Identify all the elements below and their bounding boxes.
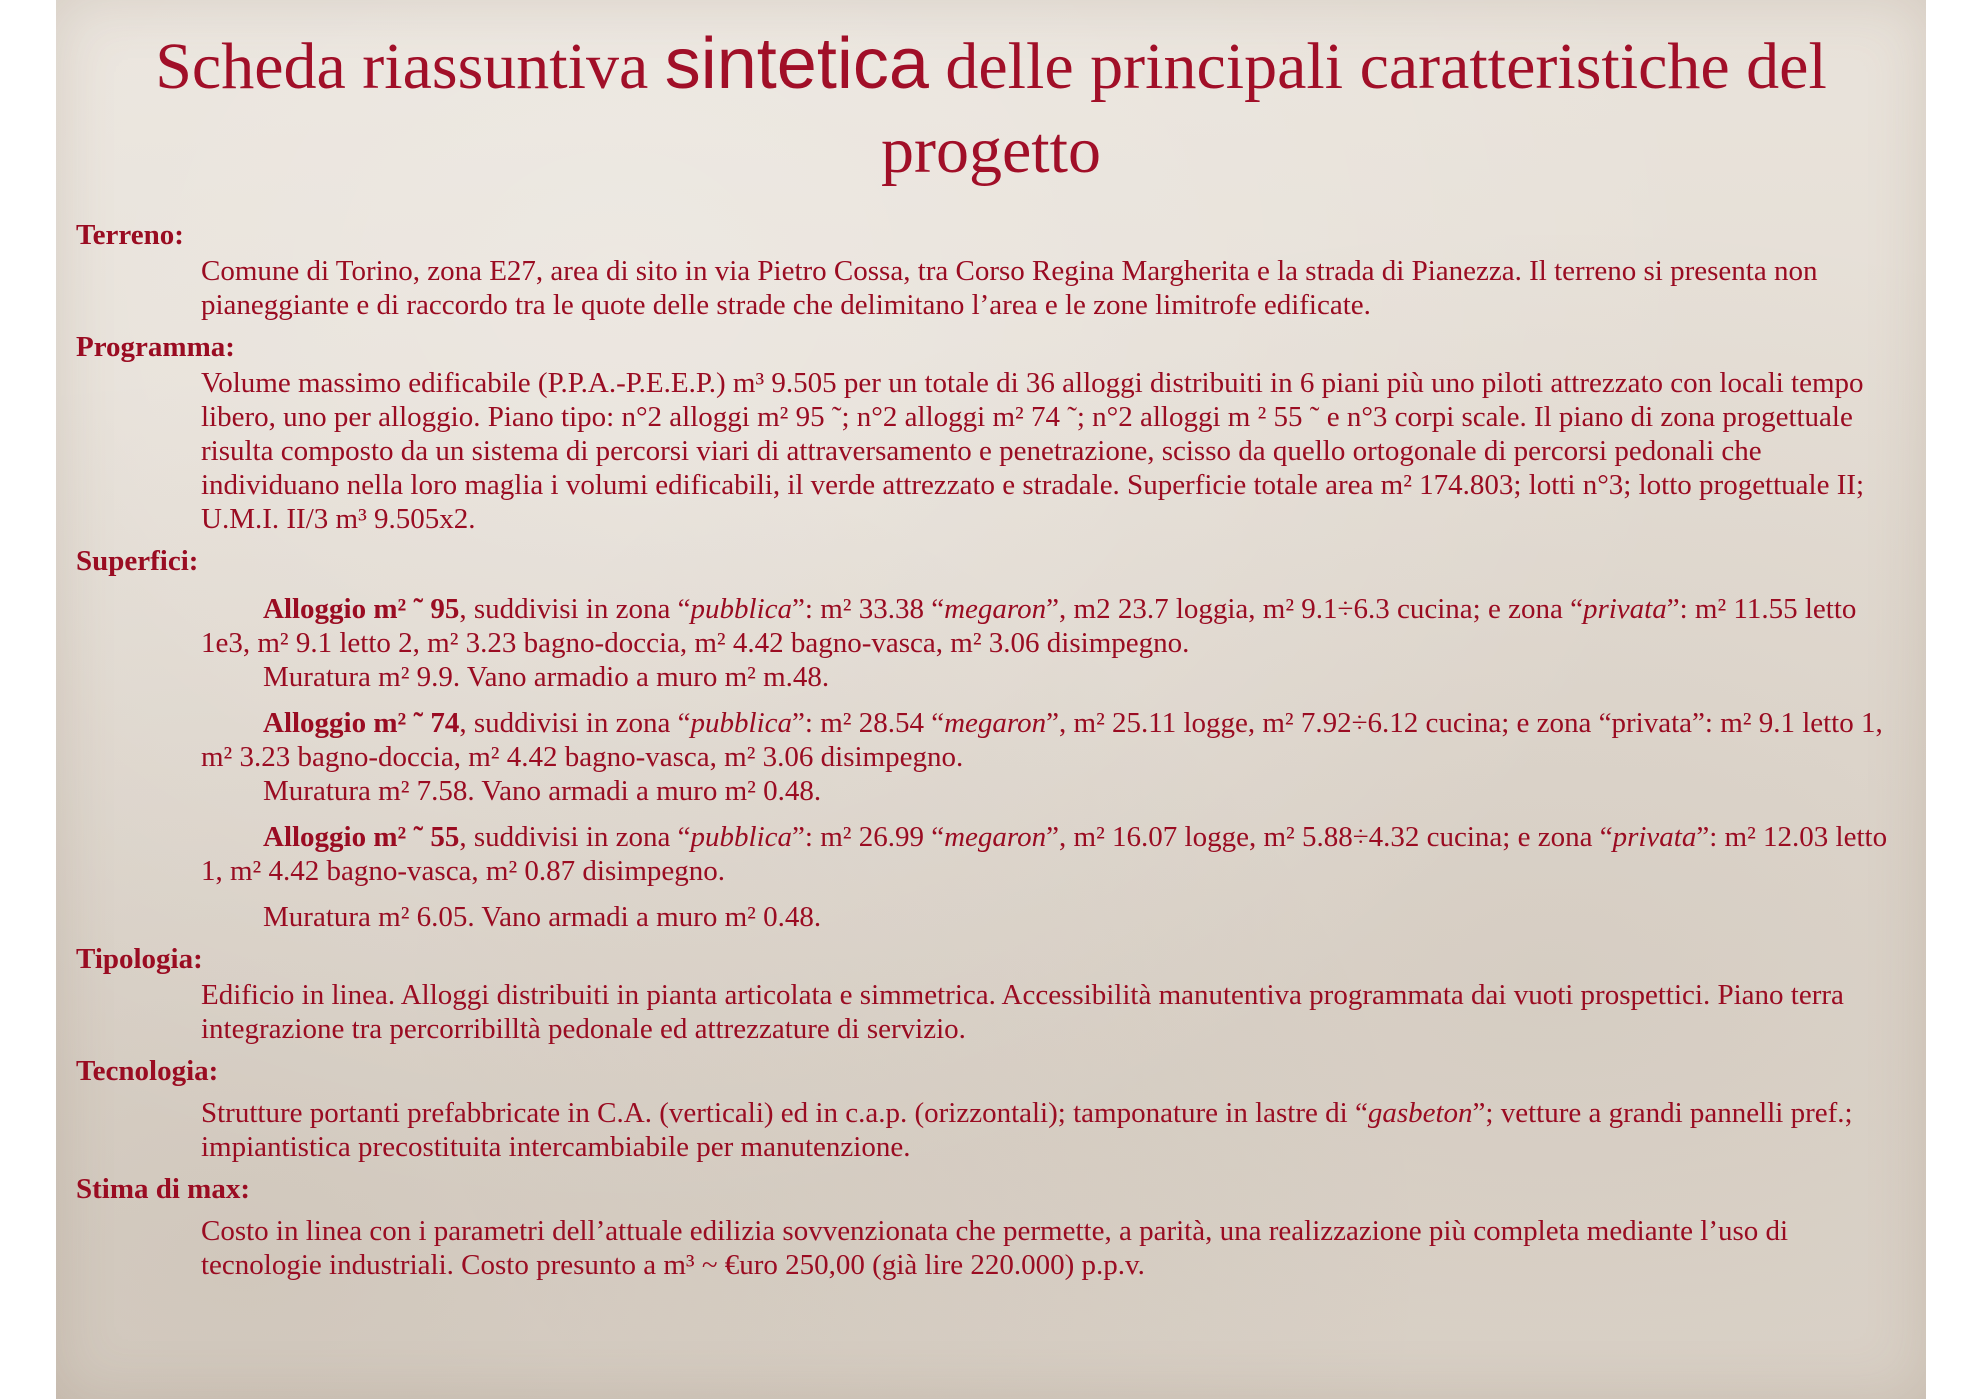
alloggio-55-paragraph [201, 820, 1901, 888]
text-run: ”: m² 26.99 “ [792, 821, 945, 853]
tecnologia-text [76, 1090, 1901, 1164]
text-run: ”, m² 25.11 logge, m² 7.92÷6.12 cucina; e zona “privata”: m² 9.1 letto 1, m² 3.23 bagno-doccia, m² 4.42 bagno-vasca, m² 3.06 disimpegno. [201, 707, 1883, 773]
alloggio-95-label: Alloggio m² ˜ 95 [263, 593, 460, 625]
text-run: , suddivisi in zona “ [459, 707, 691, 739]
stima-text [76, 1208, 1901, 1282]
text-run: ”, m2 23.7 loggia, m² 9.1÷6.3 cucina; e zona “ [1046, 593, 1583, 625]
text-run: ”: m² 11.55 letto 1e3, m² 9.1 letto 2, m² 3.23 bagno-doccia, m² 4.42 bagno-vasca, m² 3.06 disimpegno. [201, 593, 1857, 659]
title-line-2: progetto [881, 114, 1101, 187]
text-run: , suddivisi in zona “ [459, 593, 691, 625]
alloggio-95-muratura: Muratura m² 9.9. Vano armadio a muro m² m.48. [263, 661, 830, 693]
text-run: , suddivisi in zona “ [459, 821, 691, 853]
alloggio-95-paragraph [201, 592, 1901, 660]
document-page [56, 0, 1926, 1399]
italic-run: privata [1582, 593, 1667, 625]
tipologia-text [76, 978, 1901, 1046]
text-run: ”, m² 16.07 logge, m² 5.88÷4.32 cucina; e zona “ [1046, 821, 1613, 853]
text-run: Strutture portanti prefabbricate in C.A. (verticali) ed in c.a.p. (orizzontali); tamponature in lastre di “ [201, 1097, 1368, 1129]
alloggio-74-label: Alloggio m² ˜ 74 [263, 707, 460, 739]
text-run: ”: m² 12.03 letto 1, m² 4.42 bagno-vasca, m² 0.87 disimpegno. [201, 821, 1888, 887]
alloggio-74-paragraph [201, 706, 1901, 774]
italic-run: pubblica [690, 593, 793, 625]
tipologia-paragraph: Edificio in linea. Alloggi distribuiti in pianta articolata e simmetrica. Accessibilità manutentiva programmata dai vuoti prospettici. Piano terra integrazione tra percorribilltà pedonale ed attrezzature di servizio. [201, 979, 1844, 1045]
alloggio-55-muratura: Muratura m² 6.05. Vano armadi a muro m² 0.48. [263, 901, 822, 933]
superfici-text [76, 580, 1901, 934]
italic-run: megaron [944, 821, 1047, 853]
italic-run: megaron [944, 593, 1047, 625]
programma-heading: Programma: [76, 331, 235, 363]
title-line-1 [56, 22, 1926, 109]
alloggio-74-muratura: Muratura m² 7.58. Vano armadi a muro m² 0.48. [263, 775, 822, 807]
title-part-1: Scheda riassuntiva [155, 30, 665, 103]
superfici-heading: Superfici: [76, 545, 199, 577]
title-part-3: delle principali caratteristiche del [928, 30, 1827, 103]
programma-paragraph: Volume massimo edificabile (P.P.A.-P.E.E.P.) m³ 9.505 per un totale di 36 alloggi distribuiti in 6 piani più uno piloti attrezzato con locali tempo libero, uno per alloggio. Piano tipo: n°2 alloggi m² 95 ˜; n°2 alloggi m² 74 ˜; n°2 alloggi m ² 55 ˜ e n°3 corpi scale. Il piano di zona progettuale risulta composto da un sistema di percorsi viari di attraversamento e penetrazione, scisso da quello ortogonale di percorsi pedonali che individuano nella loro maglia i volumi edificabili, il verde attrezzato e stradale. Superficie totale area m² 174.803; lotti n°3; lotto progettuale II; U.M.I. II/3 m³ 9.505x2. [201, 367, 1865, 535]
content [76, 218, 1916, 1290]
tecnologia-heading: Tecnologia: [76, 1055, 219, 1087]
terreno-paragraph: Comune di Torino, zona E27, area di sito in via Pietro Cossa, tra Corso Regina Margherita e la strada di Pianezza. Il terreno si presenta non pianeggiante e di raccordo tra le quote delle strade che delimitano l’area e le zone limitrofe edificate. [201, 255, 1818, 321]
italic-run: pubblica [690, 821, 793, 853]
alloggio-55-label: Alloggio m² ˜ 55 [263, 821, 460, 853]
italic-run: megaron [944, 707, 1047, 739]
page-title [56, 22, 1926, 193]
terreno-text [76, 254, 1901, 322]
text-run: ”: m² 33.38 “ [792, 593, 945, 625]
stima-paragraph: Costo in linea con i parametri dell’attuale edilizia sovvenzionata che permette, a parità, una realizzazione più completa mediante l’uso di tecnologie industriali. Costo presunto a m³ ~ €uro 250,00 (già lire 220.000) p.p.v. [201, 1215, 1789, 1281]
italic-run: gasbeton [1367, 1097, 1473, 1129]
text-run: ”; vetture a grandi pannelli pref.; impiantistica precostituita intercambiabile per manutenzione. [201, 1097, 1853, 1163]
stima-heading: Stima di max: [76, 1173, 250, 1205]
tecnologia-paragraph [201, 1096, 1901, 1164]
terreno-heading: Terreno: [76, 219, 184, 251]
text-run: ”: m² 28.54 “ [792, 707, 945, 739]
tipologia-heading: Tipologia: [76, 943, 203, 975]
italic-run: privata [1612, 821, 1697, 853]
programma-text [76, 366, 1901, 536]
title-emphasis: sintetica [664, 24, 929, 104]
italic-run: pubblica [690, 707, 793, 739]
